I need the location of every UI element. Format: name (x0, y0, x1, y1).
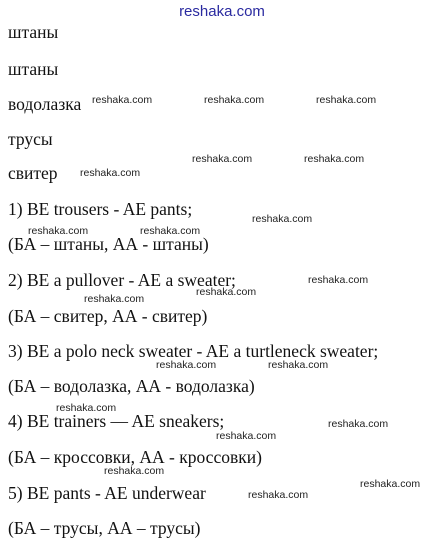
watermark: reshaka.com (268, 359, 329, 371)
answer-line-5: 5) BE pants - AE underwear (8, 483, 206, 503)
word-line-3: водолазка (8, 94, 82, 114)
watermark: reshaka.com (248, 489, 309, 501)
watermark: reshaka.com (196, 286, 257, 298)
watermark: reshaka.com (216, 430, 277, 442)
answer-note-2: (БА – свитер, АА - свитер) (8, 306, 208, 326)
watermark: reshaka.com (84, 293, 145, 305)
watermark: reshaka.com (28, 225, 89, 237)
word-line-5: свитер (8, 163, 58, 183)
watermark: reshaka.com (80, 167, 141, 179)
word-line-2: штаны (8, 59, 59, 79)
answer-note-3: (БА – водолазка, АА - водолазка) (8, 376, 255, 396)
watermark: reshaka.com (328, 418, 389, 430)
watermark: reshaka.com (304, 153, 365, 165)
answer-note-5: (БА – трусы, АА – трусы) (8, 518, 201, 538)
watermark: reshaka.com (204, 94, 265, 106)
answer-line-2: 2) BE a pullover - AE a sweater; (8, 270, 236, 290)
answer-line-3: 3) BE a polo neck sweater - AE a turtleneck sweater; (8, 341, 379, 361)
watermark: reshaka.com (140, 225, 201, 237)
watermark: reshaka.com (192, 153, 253, 165)
answer-line-1: 1) BE trousers - AE pants; (8, 199, 193, 219)
answer-note-1: (БА – штаны, АА - штаны) (8, 234, 209, 254)
watermark: reshaka.com (308, 274, 369, 286)
word-line-1: штаны (8, 22, 59, 42)
watermark: reshaka.com (92, 94, 153, 106)
word-line-4: трусы (8, 129, 53, 149)
watermark: reshaka.com (56, 402, 117, 414)
answer-line-4: 4) BE trainers — AE sneakers; (8, 411, 225, 431)
watermark: reshaka.com (156, 359, 217, 371)
watermark: reshaka.com (316, 94, 377, 106)
watermark: reshaka.com (104, 465, 165, 477)
watermark: reshaka.com (360, 478, 421, 490)
site-watermark-header: reshaka.com (179, 3, 265, 20)
answer-note-4: (БА – кроссовки, АА - кроссовки) (8, 447, 262, 467)
watermark: reshaka.com (252, 213, 313, 225)
